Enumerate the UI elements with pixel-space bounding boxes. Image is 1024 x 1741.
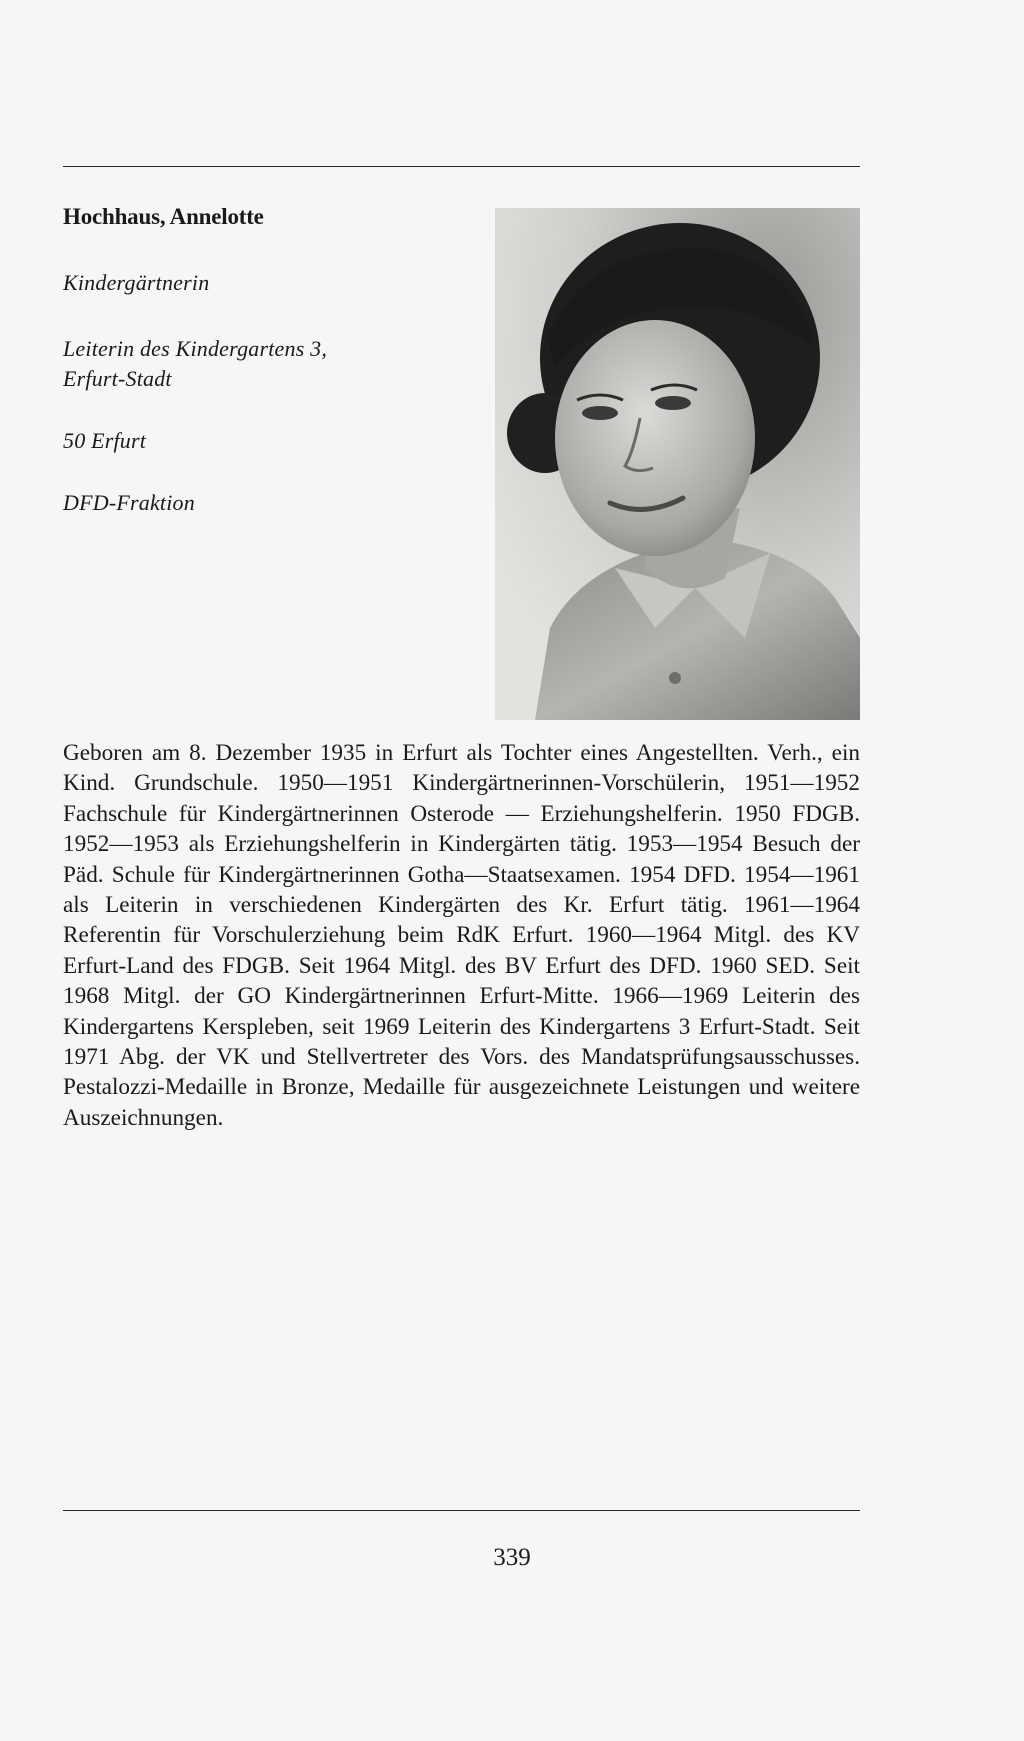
entry-position: [63, 334, 443, 394]
entry-name: Hochhaus, Annelotte: [63, 204, 264, 229]
biography-text: Geboren am 8. Dezember 1935 in Erfurt als Tochter eines Angestellten. Verh., ein Kind. Grundschule. 1950—1951 Kindergärtnerinnen-Vorschülerin, 1951—1952 Fachschule für Kindergärtnerinnen Osterode — Erziehungshelferin. 1950 FDGB. 1952—1953 als Erziehungshelferin in Kindergärten tätig. 1953—1954 Besuch der Päd. Schule für Kindergärtnerinnen Gotha—Staatsexamen. 1954 DFD. 1954—1961 als Leiterin in verschiedenen Kindergärten des Kr. Erfurt tätig. 1961—1964 Referentin für Vorschulerziehung beim RdK Erfurt. 1960—1964 Mitgl. des KV Erfurt-Land des FDGB. Seit 1964 Mitgl. des BV Erfurt des DFD. 1960 SED. Seit 1968 Mitgl. der GO Kindergärtnerinnen Erfurt-Mitte. 1966—1969 Leiterin des Kindergartens Kerspleben, seit 1969 Leiterin des Kindergartens 3 Erfurt-Stadt. Seit 1971 Abg. der VK und Stellvertreter des Vors. des Mandatsprüfungsausschusses. Pestalozzi-Medaille in Bronze, Medaille für ausgezeichnete Leistungen und weitere Auszeichnungen.: [63, 740, 860, 1131]
entry-city: 50 Erfurt: [63, 428, 147, 453]
entry-position-line2: Erfurt-Stadt: [63, 366, 172, 391]
entry-faction: DFD-Fraktion: [63, 490, 195, 515]
portrait-photo: [495, 208, 860, 720]
page-number: 339: [493, 1544, 531, 1571]
top-rule: [63, 166, 860, 167]
entry-position-line1: Leiterin des Kindergartens 3,: [63, 336, 328, 361]
bottom-rule: [63, 1510, 860, 1511]
entry-profession: Kindergärtnerin: [63, 270, 210, 295]
